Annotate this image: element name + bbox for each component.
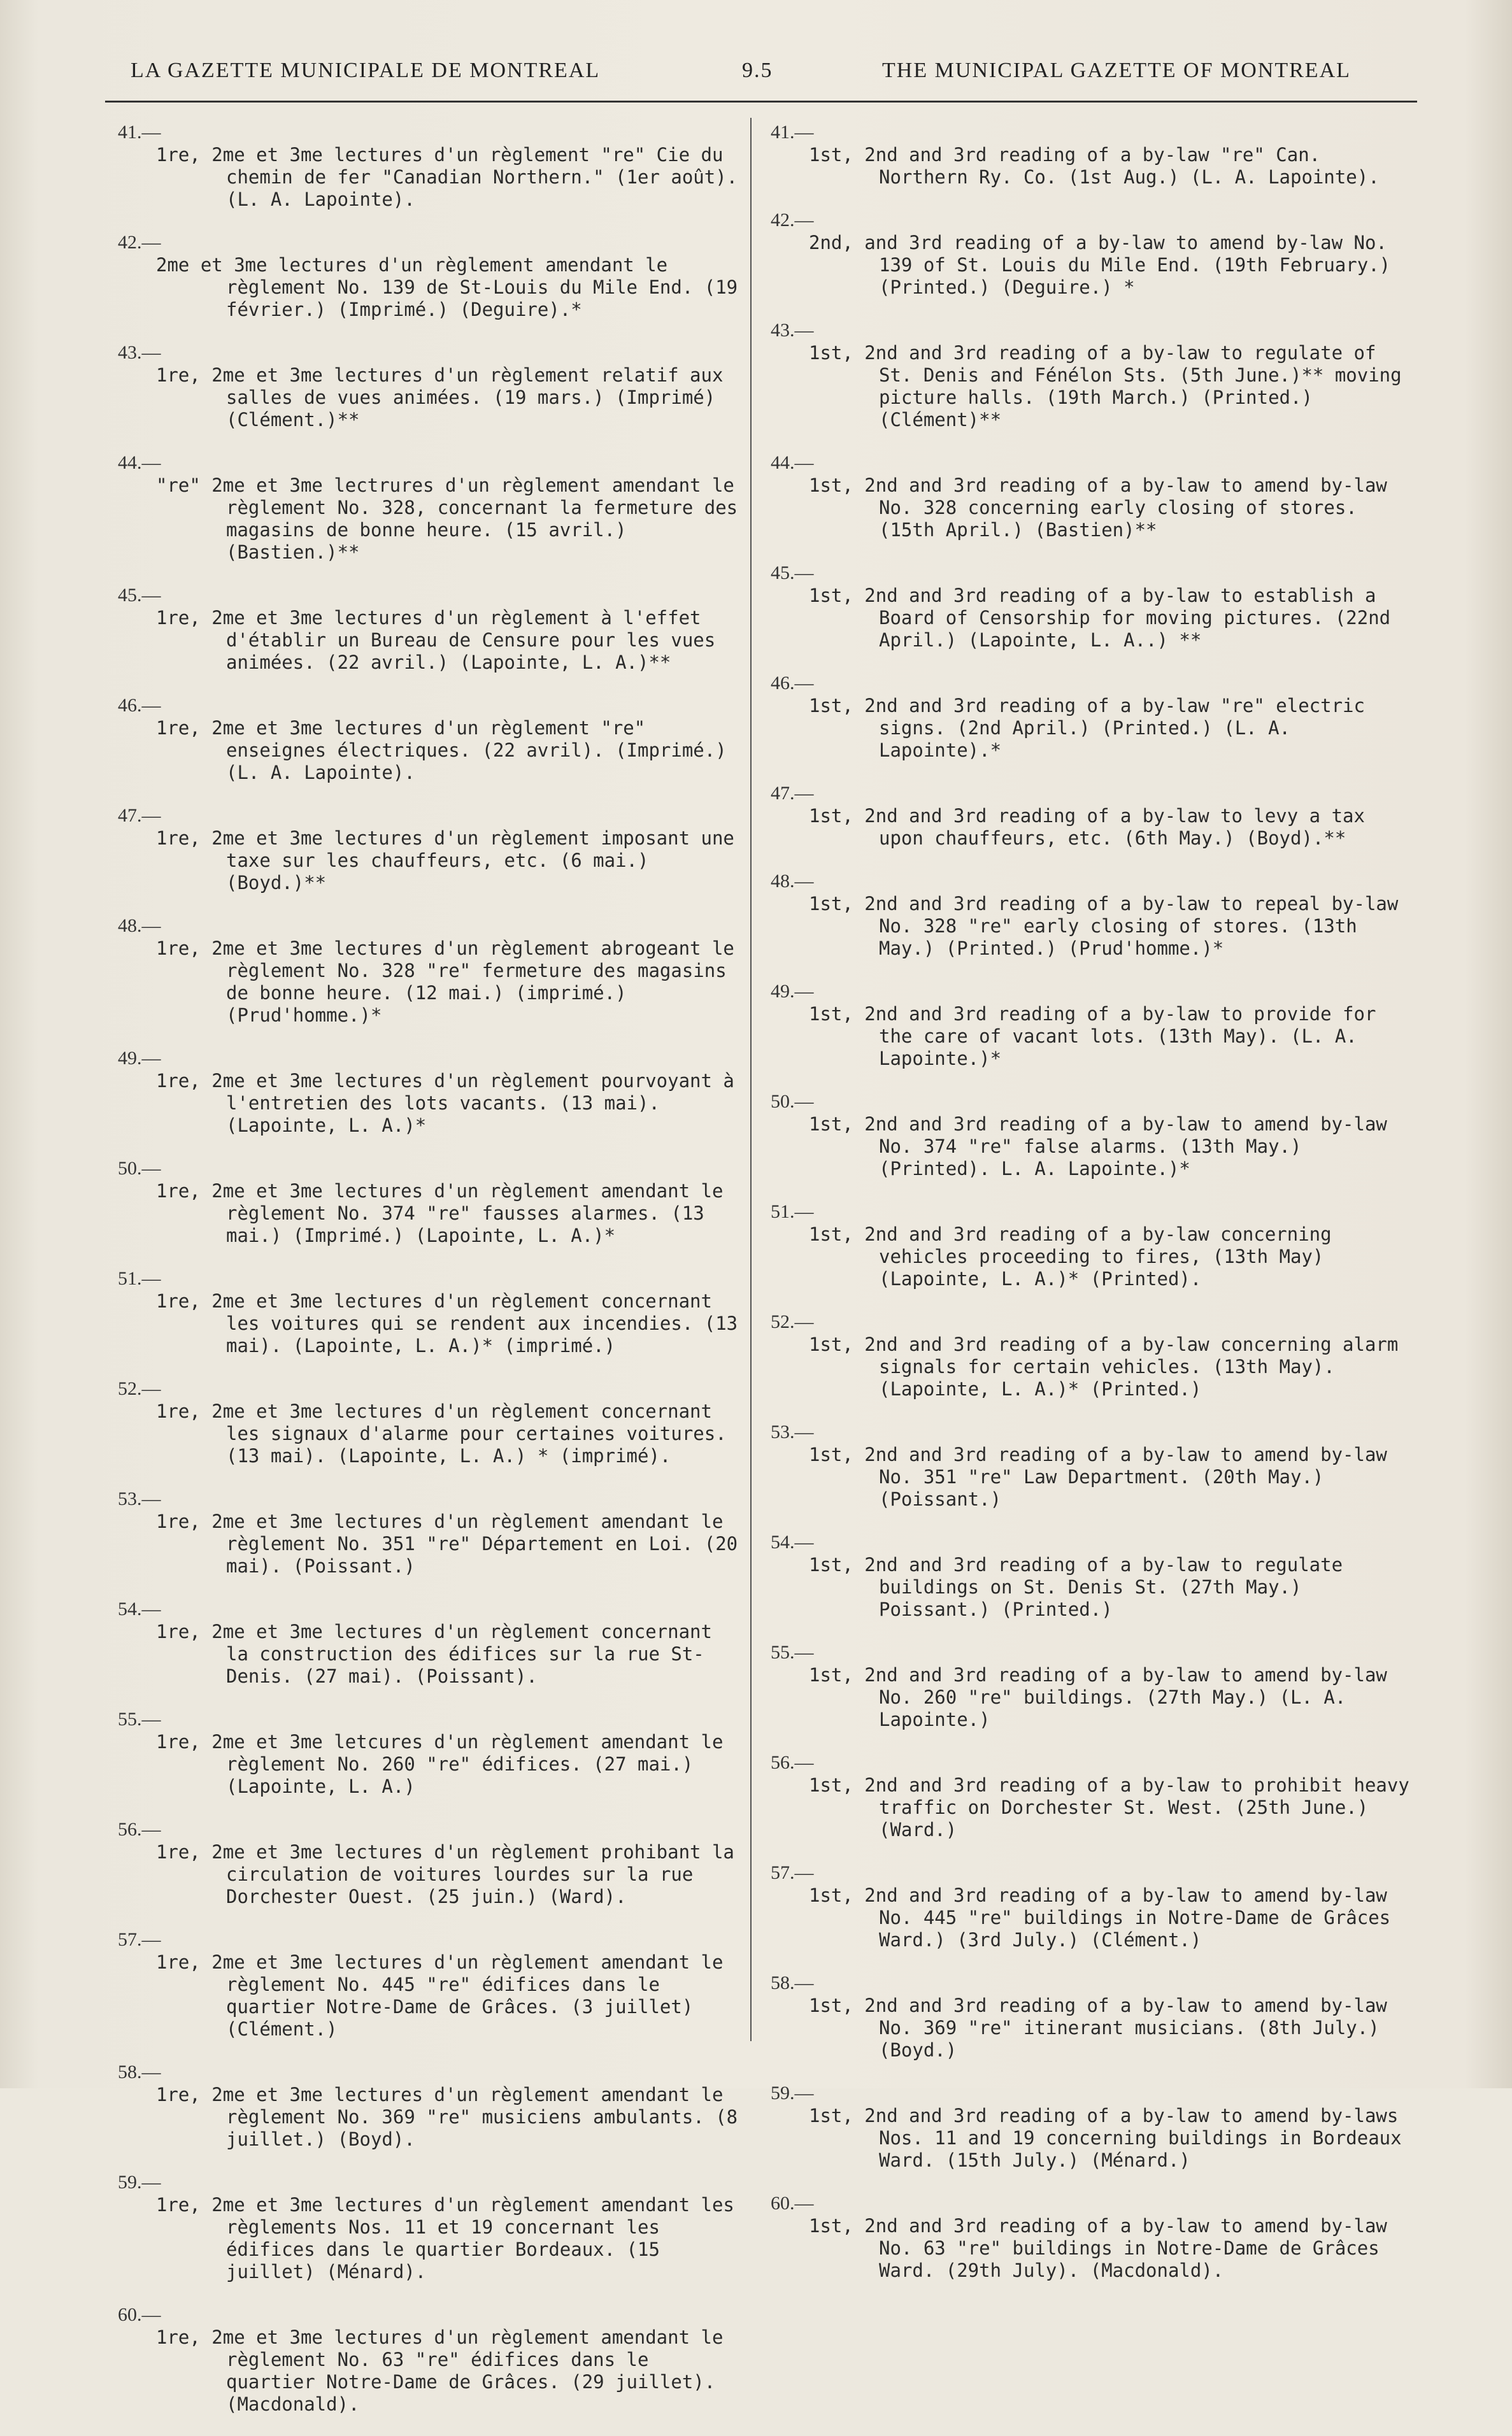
english-column — [771, 121, 1421, 2302]
english-entry-number: 57.— — [771, 1862, 814, 1883]
french-bylaw-entry — [118, 1708, 739, 1798]
french-entry-text: 1re, 2me et 3me lectures d'un règlement amendant le règlement No. 63 "re" édifices dans le quartier Notre-Dame de Grâces. (29 juillet). (Macdonald). — [156, 2326, 734, 2415]
french-entry-text: 1re, 2me et 3me lectures d'un règlement concernant les voitures qui se rendent aux incendies. (13 mai). (Lapointe, L. A.)* (imprimé.) — [156, 1290, 749, 1357]
english-entry-text: 1st, 2nd and 3rd reading of a by-law concerning alarm signals for certain vehicles. (13th May). (Lapointe, L. A.)* (Printed.) — [809, 1334, 1409, 1400]
french-bylaw-entry — [118, 2304, 739, 2416]
english-entry-number: 44.— — [771, 452, 814, 473]
french-entry-text: 1re, 2me et 3me lectures d'un règlement abrogeant le règlement No. 328 "re" fermeture des magasins de bonne heure. (12 mai.) (imprimé.) (Prud'homme.)* — [156, 937, 746, 1026]
french-entry-text: 1re, 2me et 3me lectures d'un règlement concernant les signaux d'alarme pour certaines voitures. (13 mai). (Lapointe, L. A.) * (imprimé). — [156, 1400, 738, 1467]
french-entry-text: 1re, 2me et 3me lectures d'un règlement amendant le règlement No. 369 "re" musiciens ambulants. (8 juillet.) (Boyd). — [156, 2084, 749, 2150]
english-bylaw-entry — [771, 1421, 1414, 1511]
french-bylaw-entry — [118, 341, 739, 431]
french-entry-number: 55.— — [118, 1709, 161, 1730]
french-entry-number: 52.— — [118, 1378, 161, 1399]
french-bylaw-entry — [118, 1267, 749, 1357]
english-entry-number: 49.— — [771, 981, 814, 1002]
english-entry-text: 1st, 2nd and 3rd reading of a by-law to amend by-law No. 369 "re" itinerant musicians. (8th July.) (Boyd.) — [809, 1995, 1399, 2061]
header-rule — [105, 101, 1417, 103]
french-bylaw-entry — [118, 694, 739, 784]
english-entry-text: 1st, 2nd and 3rd reading of a by-law to provide for the care of vacant lots. (13th May). (L. A. Lapointe.)* — [809, 1003, 1387, 1069]
french-bylaw-entry — [118, 1378, 739, 1467]
english-entry-text: 1st, 2nd and 3rd reading of a by-law to amend by-law No. 445 "re" buildings in Notre-Dame de Grâces Ward.) (3rd July.) (Clément.) — [809, 1884, 1402, 1951]
french-entry-text: 1re, 2me et 3me lectures d'un règlement relatif aux salles de vues animées. (19 mars.) (Imprimé) (Clément.)** — [156, 364, 734, 431]
english-bylaw-entry — [771, 1200, 1414, 1290]
french-entry-text: 1re, 2me et 3me letcures d'un règlement amendant le règlement No. 260 "re" édifices. (27 mai.) (Lapointe, L. A.) — [156, 1731, 734, 1797]
french-column — [118, 121, 749, 2436]
french-entry-number: 59.— — [118, 2172, 161, 2193]
english-bylaw-entry — [771, 452, 1414, 541]
english-entry-text: 1st, 2nd and 3rd reading of a by-law to amend by-law No. 328 concerning early closing of stores. (15th April.) (Bastien)** — [809, 474, 1399, 541]
english-entry-number: 42.— — [771, 210, 814, 231]
french-entry-number: 51.— — [118, 1268, 161, 1289]
page-header — [105, 59, 1404, 97]
english-entry-number: 48.— — [771, 871, 814, 892]
english-entry-number: 54.— — [771, 1532, 814, 1553]
english-bylaw-entry — [771, 980, 1414, 1070]
french-entry-text: 1re, 2me et 3me lectures d'un règlement "re" Cie du chemin de fer "Canadian Northern." (1er août). (L. A. Lapointe). — [156, 144, 749, 210]
french-bylaw-entry — [118, 1047, 746, 1137]
english-bylaw-entry — [771, 1972, 1414, 2062]
english-entry-text: 1st, 2nd and 3rd reading of a by-law to prohibit heavy traffic on Dorchester St. West. (25th June.) (Ward.) — [809, 1774, 1421, 1841]
english-entry-text: 1st, 2nd and 3rd reading of a by-law concerning vehicles proceeding to fires, (13th May) (Lapointe, L. A.)* (Printed). — [809, 1223, 1343, 1290]
english-entry-text: 1st, 2nd and 3rd reading of a by-law "re" electric signs. (2nd April.) (Printed.) (L. A. Lapointe).* — [809, 695, 1376, 761]
french-entry-number: 45.— — [118, 585, 161, 606]
french-entry-text: 1re, 2me et 3me lectures d'un règlement prohibant la circulation de voitures lourdes sur la rue Dorchester Ouest. (25 juin.) (Ward). — [156, 1841, 746, 1907]
english-bylaw-entry — [771, 209, 1414, 299]
french-entry-number: 43.— — [118, 342, 161, 363]
english-bylaw-entry — [771, 2082, 1414, 2172]
french-bylaw-entry — [118, 804, 746, 894]
english-bylaw-entry — [771, 121, 1414, 189]
english-entry-number: 45.— — [771, 562, 814, 583]
french-entry-number: 57.— — [118, 1929, 161, 1950]
english-entry-number: 46.— — [771, 673, 814, 694]
french-entry-text: 1re, 2me et 3me lectures d'un règlement à l'effet d'établir un Bureau de Censure pour les vues animées. (22 avril.) (Lapointe, L. A.)** — [156, 607, 727, 673]
english-bylaw-entry — [771, 1862, 1414, 1951]
english-entry-text: 1st, 2nd and 3rd reading of a by-law to amend by-law No. 351 "re" Law Department. (20th May.) (Poissant.) — [809, 1444, 1399, 1510]
english-bylaw-entry — [771, 1531, 1414, 1621]
english-bylaw-entry — [771, 319, 1414, 431]
english-entry-number: 53.— — [771, 1421, 814, 1442]
english-entry-number: 58.— — [771, 1972, 814, 1993]
french-entry-text: 1re, 2me et 3me lectures d'un règlement amendant les règlements Nos. 11 et 19 concernant les édifices dans le quartier Bordeaux. (15 juillet) (Ménard). — [156, 2194, 746, 2283]
french-bylaw-entry — [118, 1157, 739, 1247]
french-bylaw-entry — [118, 1818, 746, 1908]
french-bylaw-entry — [118, 231, 749, 321]
english-entry-text: 1st, 2nd and 3rd reading of a by-law to regulate of St. Denis and Fénélon Sts. (5th June.)** moving picture halls. (19th March.) (Printed.) (Clément)** — [809, 342, 1413, 431]
french-bylaw-entry — [118, 452, 749, 564]
french-masthead: LA GAZETTE MUNICIPALE DE MONTREAL — [131, 59, 601, 82]
english-entry-number: 56.— — [771, 1752, 814, 1773]
french-entry-number: 56.— — [118, 1819, 161, 1840]
english-entry-number: 47.— — [771, 783, 814, 804]
french-entry-number: 60.— — [118, 2304, 161, 2325]
english-entry-text: 2nd, and 3rd reading of a by-law to amend by-law No. 139 of St. Louis du Mile End. (19th February.) (Printed.) (Deguire.) * — [809, 232, 1402, 298]
english-bylaw-entry — [771, 2192, 1414, 2282]
french-entry-number: 54.— — [118, 1599, 161, 1620]
french-entry-number: 53.— — [118, 1488, 161, 1509]
english-entry-number: 51.— — [771, 1201, 814, 1222]
french-bylaw-entry — [118, 915, 746, 1027]
english-entry-text: 1st, 2nd and 3rd reading of a by-law to amend by-laws Nos. 11 and 19 concerning buildings in Bordeaux Ward. (15th July.) (Ménard.) — [809, 2105, 1413, 2171]
french-entry-number: 47.— — [118, 805, 161, 826]
english-bylaw-entry — [771, 1641, 1414, 1731]
french-entry-number: 44.— — [118, 452, 161, 473]
english-entry-number: 60.— — [771, 2193, 814, 2214]
french-entry-number: 58.— — [118, 2062, 161, 2083]
english-bylaw-entry — [771, 782, 1414, 850]
french-entry-number: 42.— — [118, 232, 161, 253]
english-bylaw-entry — [771, 1751, 1421, 1841]
english-entry-text: 1st, 2nd and 3rd reading of a by-law to levy a tax upon chauffeurs, etc. (6th May.) (Boyd).** — [809, 805, 1376, 849]
english-entry-number: 50.— — [771, 1091, 814, 1112]
french-bylaw-entry — [118, 1928, 739, 2041]
english-bylaw-entry — [771, 1311, 1414, 1400]
page-number: 9.5 — [742, 59, 773, 82]
english-entry-number: 43.— — [771, 320, 814, 341]
english-entry-number: 55.— — [771, 1642, 814, 1663]
french-entry-text: 2me et 3me lectures d'un règlement amendant le règlement No. 139 de St-Louis du Mile End. (19 février.) (Imprimé.) (Deguire).* — [156, 254, 749, 320]
english-bylaw-entry — [771, 562, 1414, 652]
french-bylaw-entry — [118, 2061, 749, 2151]
english-entry-text: 1st, 2nd and 3rd reading of a by-law to regulate buildings on St. Denis St. (27th May.) Poissant.) (Printed.) — [809, 1554, 1354, 1620]
french-entry-text: 1re, 2me et 3me lectures d'un règlement imposant une taxe sur les chauffeurs, etc. (6 mai.) (Boyd.)** — [156, 827, 746, 894]
french-entry-text: 1re, 2me et 3me lectures d'un règlement concernant la construction des édifices sur la rue St-Denis. (27 mai). (Poissant). — [156, 1621, 724, 1687]
french-entry-number: 41.— — [118, 122, 161, 143]
french-bylaw-entry — [118, 2171, 746, 2283]
column-divider — [750, 118, 752, 2041]
english-entry-number: 59.— — [771, 2083, 814, 2104]
french-entry-text: 1re, 2me et 3me lectures d'un règlement amendant le règlement No. 374 "re" fausses alarmes. (13 mai.) (Imprimé.) (Lapointe, L. A.)* — [156, 1180, 734, 1246]
french-bylaw-entry — [118, 1598, 739, 1688]
english-bylaw-entry — [771, 672, 1414, 762]
english-entry-text: 1st, 2nd and 3rd reading of a by-law to repeal by-law No. 328 "re" early closing of stores. (13th May.) (Printed.) (Prud'homme.)* — [809, 893, 1409, 959]
english-entry-text: 1st, 2nd and 3rd reading of a by-law to amend by-law No. 374 "re" false alarms. (13th May.) (Printed). L. A. Lapointe.)* — [809, 1113, 1399, 1179]
english-entry-text: 1st, 2nd and 3rd reading of a by-law "re" Can. Northern Ry. Co. (1st Aug.) (L. A. Lapointe). — [809, 144, 1380, 188]
french-entry-number: 46.— — [118, 695, 161, 716]
french-entry-text: 1re, 2me et 3me lectures d'un règlement pourvoyant à l'entretien des lots vacants. (13 mai). (Lapointe, L. A.)* — [156, 1070, 746, 1136]
english-masthead: THE MUNICIPAL GAZETTE OF MONTREAL — [882, 59, 1351, 82]
french-bylaw-entry — [118, 1488, 749, 1578]
french-entry-number: 48.— — [118, 915, 161, 936]
french-bylaw-entry — [118, 121, 749, 211]
english-entry-text: 1st, 2nd and 3rd reading of a by-law to amend by-law No. 260 "re" buildings. (27th May.) (L. A. Lapointe.) — [809, 1664, 1399, 1730]
english-entry-text: 1st, 2nd and 3rd reading of a by-law to amend by-law No. 63 "re" buildings in Notre-Dame de Grâces Ward. (29th July). (Macdonald). — [809, 2215, 1399, 2281]
french-entry-number: 50.— — [118, 1158, 161, 1179]
english-entry-number: 41.— — [771, 122, 814, 143]
english-entry-text: 1st, 2nd and 3rd reading of a by-law to establish a Board of Censorship for moving pictures. (22nd April.) (Lapointe, L. A..) ** — [809, 585, 1402, 651]
english-bylaw-entry — [771, 870, 1414, 960]
french-entry-text: 1re, 2me et 3me lectures d'un règlement "re" enseignes électriques. (22 avril). (Imprimé.) (L. A. Lapointe). — [156, 717, 738, 783]
english-bylaw-entry — [771, 1090, 1414, 1180]
french-entry-text: "re" 2me et 3me lectrures d'un règlement amendant le règlement No. 328, concernant la fermeture des magasins de bonne heure. (15 avril.) (Bastien.)** — [156, 474, 749, 563]
french-bylaw-entry — [118, 584, 739, 674]
french-entry-text: 1re, 2me et 3me lectures d'un règlement amendant le règlement No. 445 "re" édifices dans le quartier Notre-Dame de Grâces. (3 juillet) (Clément.) — [156, 1951, 734, 2040]
english-entry-number: 52.— — [771, 1311, 814, 1332]
french-entry-number: 49.— — [118, 1048, 161, 1069]
french-entry-text: 1re, 2me et 3me lectures d'un règlement amendant le règlement No. 351 "re" Département en Loi. (20 mai). (Poissant.) — [156, 1511, 749, 1577]
